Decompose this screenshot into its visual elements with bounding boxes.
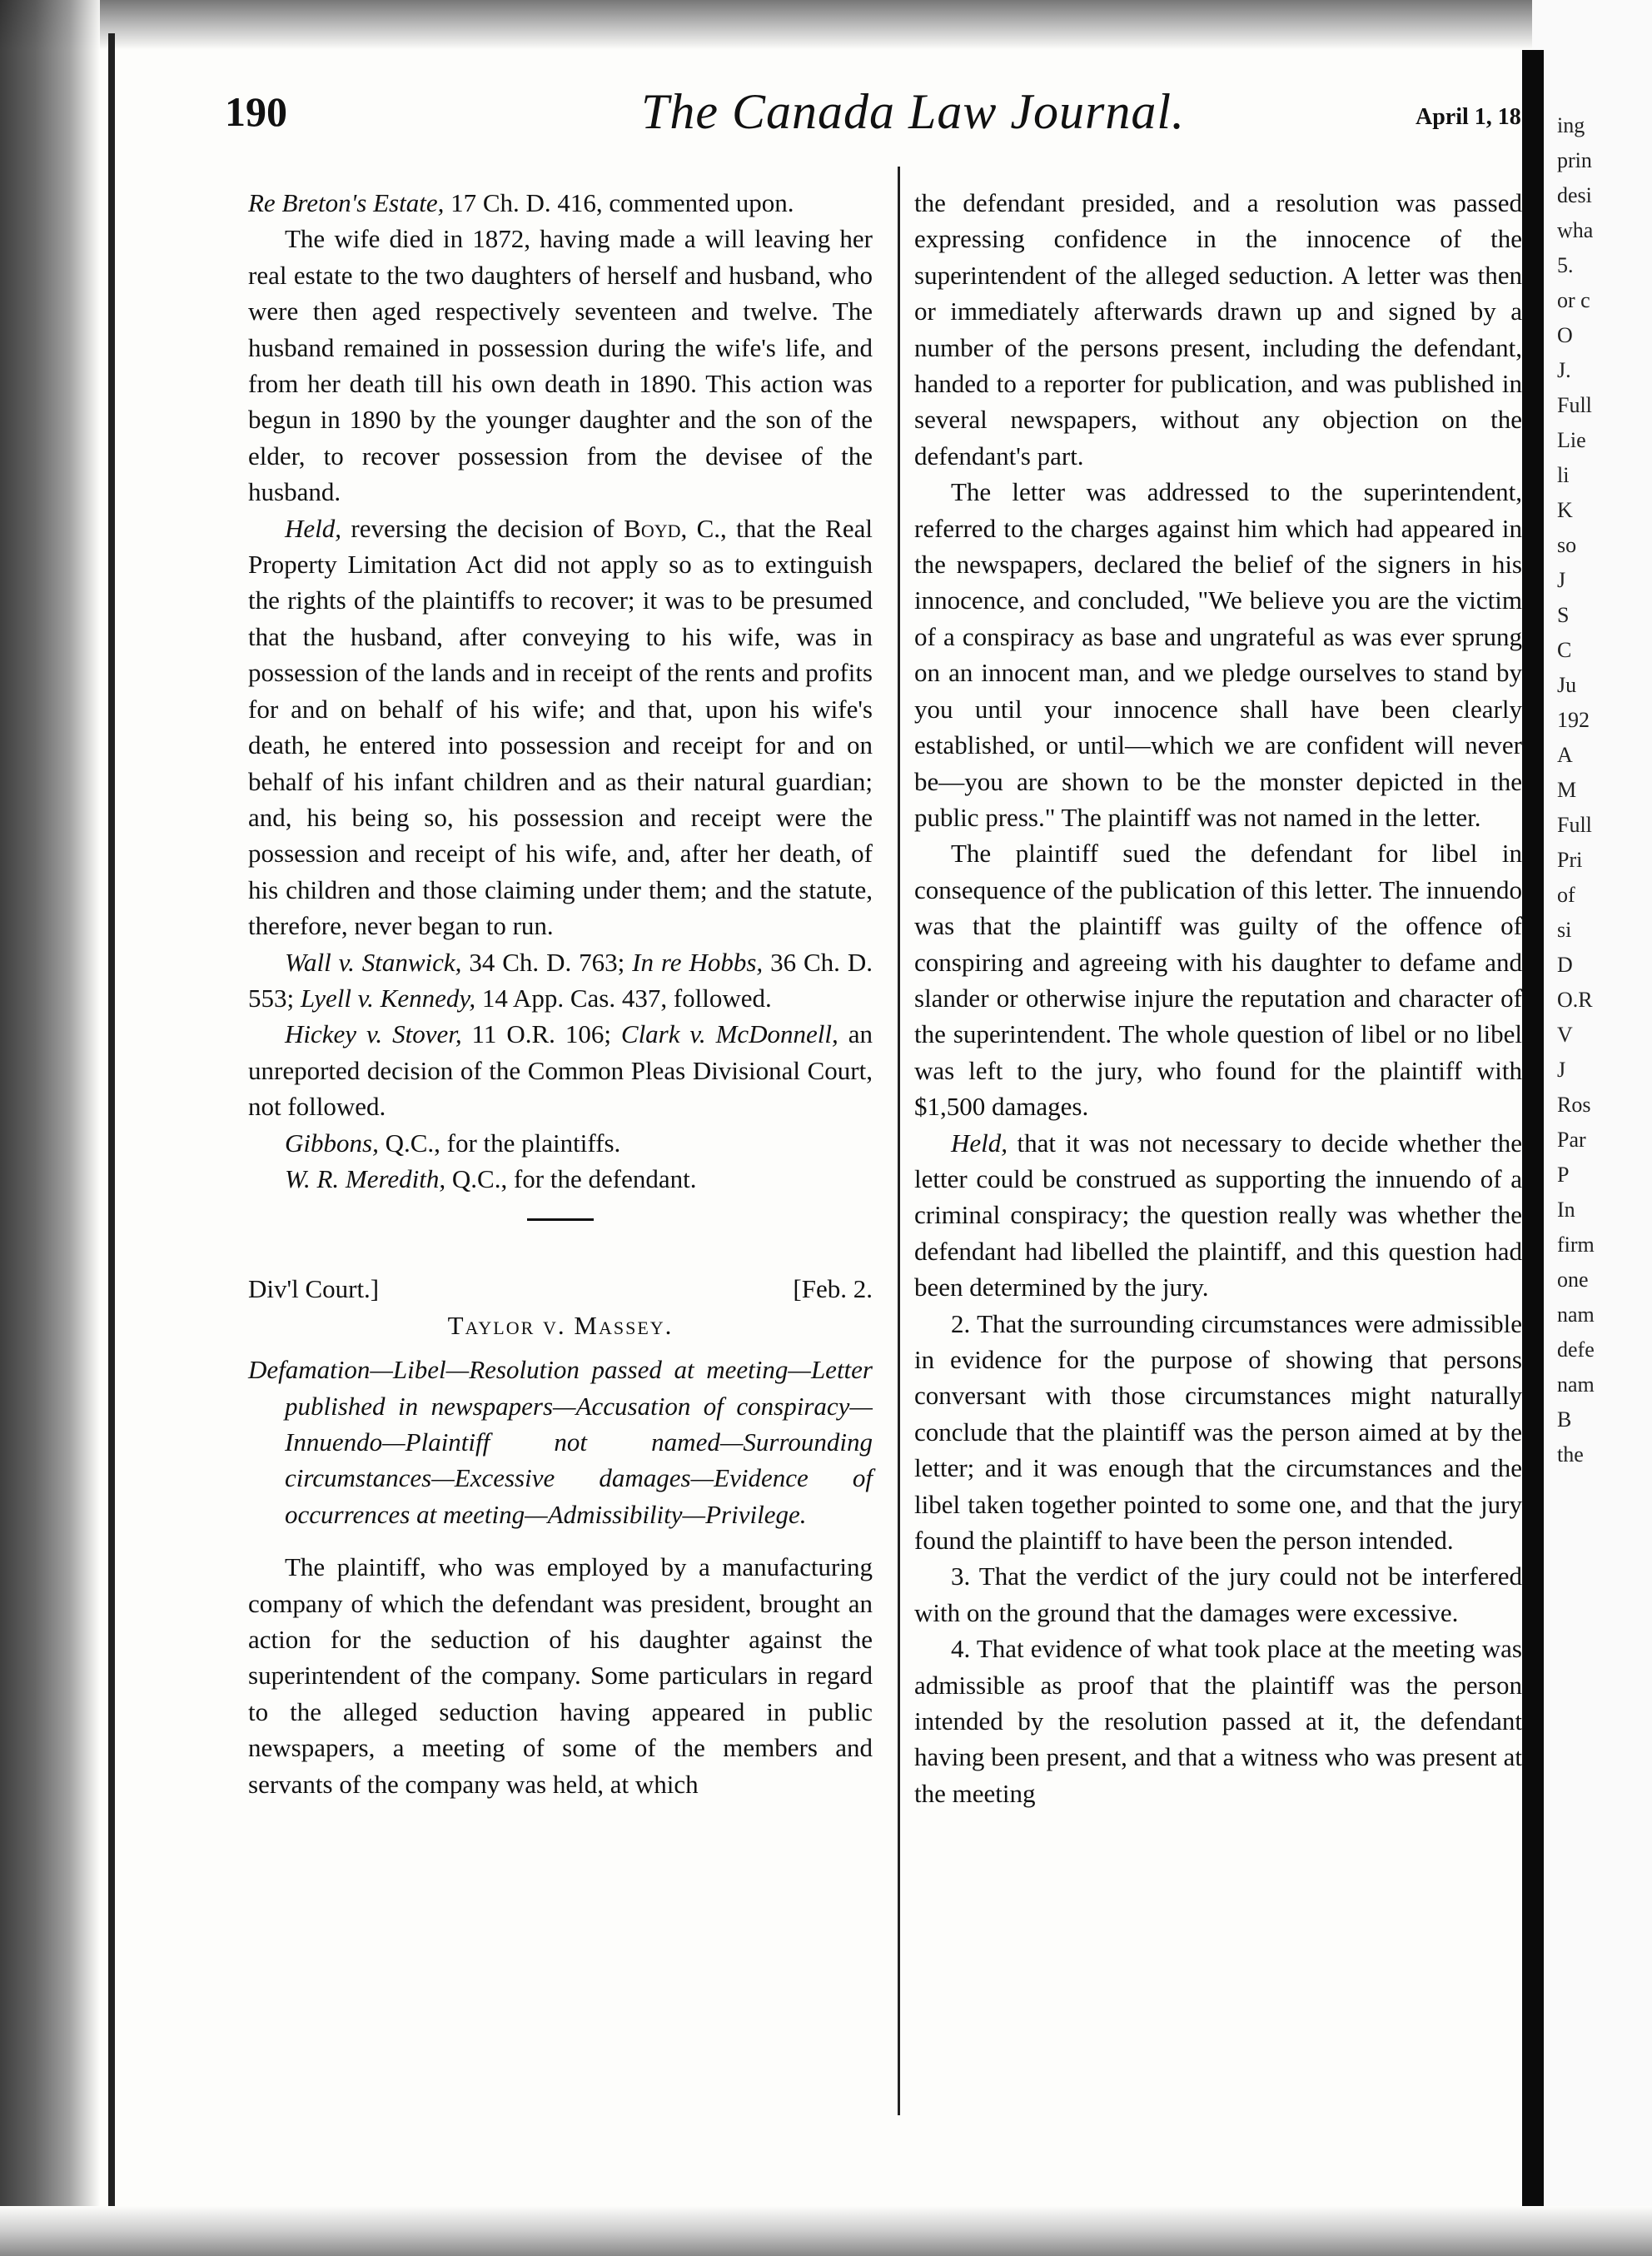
- paragraph: [248, 510, 873, 944]
- paragraph: 3. That the verdict of the jury could not be interfered with on the ground that the damages were excessive.: [914, 1561, 1522, 1627]
- court-date: [Feb. 2.: [793, 1274, 873, 1304]
- edge-fragment: so: [1557, 533, 1577, 557]
- edge-fragment: M: [1557, 778, 1577, 802]
- counsel-name: Gibbons,: [285, 1128, 379, 1158]
- case-title: Taylor v. Massey.: [447, 1310, 674, 1340]
- edge-fragment: wha: [1557, 218, 1594, 242]
- page-header: [225, 79, 1524, 154]
- edge-fragment: prin: [1557, 148, 1592, 172]
- edge-fragment: Par: [1557, 1128, 1586, 1152]
- edge-fragment: J: [1557, 1058, 1566, 1082]
- paragraph: 2. That the surrounding circumstances were admissible in evidence for the purpose of showing that persons conversant with those circumstances might naturally conclude that the plaintiff was the person aimed at by the letter; and it was enough that the circumstances and the libel taken together pointed to some one, and that the jury found the plaintiff to have been the person intended.: [914, 1308, 1522, 1556]
- edge-fragment: si: [1557, 918, 1572, 942]
- scan-edge-left: [0, 0, 100, 2256]
- text: reversing the decision of: [341, 513, 624, 543]
- text: Q.C., for the plaintiffs.: [378, 1128, 621, 1158]
- text: an unreported decision of the Common Pleas Divisional Court, not followed.: [248, 1019, 873, 1122]
- counsel-name: W. R. Meredith,: [285, 1163, 446, 1193]
- next-page-edge-text: [1557, 108, 1649, 1472]
- journal-title: The Canada Law Journal.: [641, 84, 1186, 139]
- judge-name: Boyd: [624, 513, 681, 543]
- edge-fragment: 5.: [1557, 253, 1574, 277]
- text: 36 Ch. D. 553;: [248, 947, 873, 1013]
- edge-fragment: J: [1557, 568, 1566, 592]
- edge-fragment: nam: [1557, 1372, 1595, 1397]
- page-fold-shadow: [1522, 50, 1544, 2215]
- edge-fragment: Ju: [1557, 673, 1577, 697]
- edge-fragment: O: [1557, 323, 1573, 347]
- text: that it was not necessary to decide whether the letter could be construed as supporting the innuendo of a criminal conspiracy; the question really was whether the defendant had libelled the plaintiff, and this question had been determined by the jury.: [914, 1128, 1522, 1302]
- edge-fragment: nam: [1557, 1302, 1595, 1327]
- edge-fragment: li: [1557, 463, 1570, 487]
- paragraph: The plaintiff sued the defendant for libel in consequence of the publication of this letter. The innuendo was that the plaintiff was guilty of the offence of conspiring and agreeing with his daughter to defame and slander or otherwise injure the reputation and character of the superintendent. The whole question of libel or no libel was left to the jury, who found for the plaintiff with $1,500 damages.: [914, 839, 1522, 1122]
- text: 14 App. Cas. 437, followed.: [475, 983, 772, 1013]
- edge-fragment: ing: [1557, 113, 1585, 137]
- edge-fragment: O.R: [1557, 988, 1593, 1012]
- paragraph: [248, 944, 873, 1017]
- edge-fragment: or c: [1557, 288, 1590, 312]
- edge-fragment: C: [1557, 638, 1572, 662]
- paragraph: The letter was addressed to the superintendent, referred to the charges against him which had appeared in the newspapers, declared the belief of the signers in his innocence, and concluded, "We believe you are the victim of a conspiracy as base and ungrateful as was ever sprung on an innocent man, and we pledge ourselves to stand by you until your innocence shall have been clearly established, or until—which we are confident will never be—you are shown to be the monster depicted in the public press." The plaintiff was not named in the letter.: [914, 477, 1522, 832]
- edge-fragment: one: [1557, 1267, 1589, 1292]
- case-citation: Hickey v. Stover,: [285, 1019, 462, 1049]
- section-divider: [527, 1218, 594, 1221]
- headnote: Defamation—Libel—Resolution passed at meeting—Letter published in newspapers—Accusation of conspiracy—Innuendo—Plaintiff not named—Surrounding circumstances—Excessive damages—Evidence of occurrences at meeting—Admissibility—Privilege.: [248, 1355, 873, 1529]
- case-citation: Clark v. McDonnell,: [620, 1019, 838, 1049]
- edge-fragment: Ros: [1557, 1093, 1591, 1117]
- edge-fragment: A: [1557, 743, 1573, 767]
- court-line: [248, 1271, 873, 1307]
- right-column: [914, 185, 1522, 1811]
- paragraph: [248, 1016, 873, 1124]
- edge-fragment: desi: [1557, 183, 1592, 207]
- case-citation: Wall v. Stanwick,: [285, 947, 462, 977]
- paragraph: 4. That evidence of what took place at the meeting was admissible as proof that the plaintiff was the person intended by the resolution passed at it, the defendant having been present, and that a witness who was present at the meeting: [914, 1634, 1522, 1808]
- paragraph: The plaintiff, who was employed by a manufacturing company of which the defendant was president, brought an action for the seduction of his daughter against the superintendent of the company. Some particulars in regard to the alleged seduction having appeared in public newspapers, a meeting of some of the members and servants of the company was held, at which: [248, 1552, 873, 1799]
- text: 34 Ch. D. 763;: [461, 947, 633, 977]
- held-label: Held,: [951, 1128, 1008, 1158]
- edge-fragment: of: [1557, 883, 1575, 907]
- column-divider: [898, 167, 900, 2115]
- text: Q.C., for the defendant.: [445, 1163, 697, 1193]
- scan-edge-top: [0, 0, 1652, 50]
- case-citation: Lyell v. Kennedy,: [300, 983, 476, 1013]
- edge-fragment: J.: [1557, 358, 1571, 382]
- paragraph: The wife died in 1872, having made a will leaving her real estate to the two daughters of herself and husband, who were then aged respectively seventeen and twelve. The husband remained in possession during the wife's life, and from her death till his own death in 1890. This action was begun in 1890 by the younger daughter and the son of the elder, to recover possession from the devisee of the husband.: [248, 224, 873, 507]
- edge-fragment: V: [1557, 1023, 1573, 1047]
- edge-fragment: the: [1557, 1442, 1584, 1467]
- edge-fragment: Full: [1557, 393, 1592, 417]
- text: 11 O.R. 106;: [461, 1019, 621, 1049]
- paragraph: [248, 1161, 873, 1197]
- edge-fragment: firm: [1557, 1233, 1595, 1257]
- edge-fragment: B: [1557, 1407, 1572, 1432]
- text: , C., that the Real Property Limitation Act did not apply so as to extinguish the rights of the plaintiffs to recover; it was to be presumed that the husband, after conveying to his wife, was in possession of the lands and in receipt of the rents and profits for and on behalf of his wife; and that, upon his wife's death, he entered into possession and receipt for and on behalf of his infant children and as their natural guardian; and, his being so, his possession and receipt were the possession and receipt of his wife, and, after her death, of his children and those claiming under them; and the statute, therefore, never began to run.: [248, 513, 873, 941]
- edge-fragment: Lie: [1557, 428, 1586, 452]
- edge-fragment: Full: [1557, 813, 1592, 837]
- page-number: 190: [225, 88, 287, 135]
- paragraph: [248, 185, 873, 221]
- edge-fragment: defe: [1557, 1337, 1595, 1362]
- edge-fragment: K: [1557, 498, 1573, 522]
- binding-shadow: [108, 33, 115, 2215]
- text: 17 Ch. D. 416, commented upon.: [444, 188, 794, 217]
- court-name: Div'l Court.]: [248, 1274, 380, 1304]
- header-date: April 1, 18: [1416, 104, 1521, 130]
- scan-edge-bottom: [0, 2206, 1652, 2256]
- edge-fragment: In: [1557, 1198, 1575, 1222]
- left-column: [248, 185, 873, 1802]
- edge-fragment: D: [1557, 953, 1573, 977]
- edge-fragment: 192: [1557, 708, 1590, 732]
- paragraph: the defendant presided, and a resolution was passed expressing confidence in the innocence of the superintendent of the alleged seduction. A letter was then or immediately afterwards drawn up and signed by a number of the persons present, including the defendant, handed to a reporter for publication, and was published in several newspapers, without any objection on the defendant's part.: [914, 188, 1522, 471]
- case-citation: Re Breton's Estate,: [248, 188, 445, 217]
- paragraph: [248, 1125, 873, 1161]
- edge-fragment: S: [1557, 603, 1570, 627]
- case-citation: In re Hobbs,: [632, 947, 764, 977]
- held-label: Held,: [285, 513, 342, 543]
- paragraph: [914, 1125, 1522, 1306]
- edge-fragment: Pri: [1557, 848, 1583, 872]
- edge-fragment: P: [1557, 1163, 1570, 1187]
